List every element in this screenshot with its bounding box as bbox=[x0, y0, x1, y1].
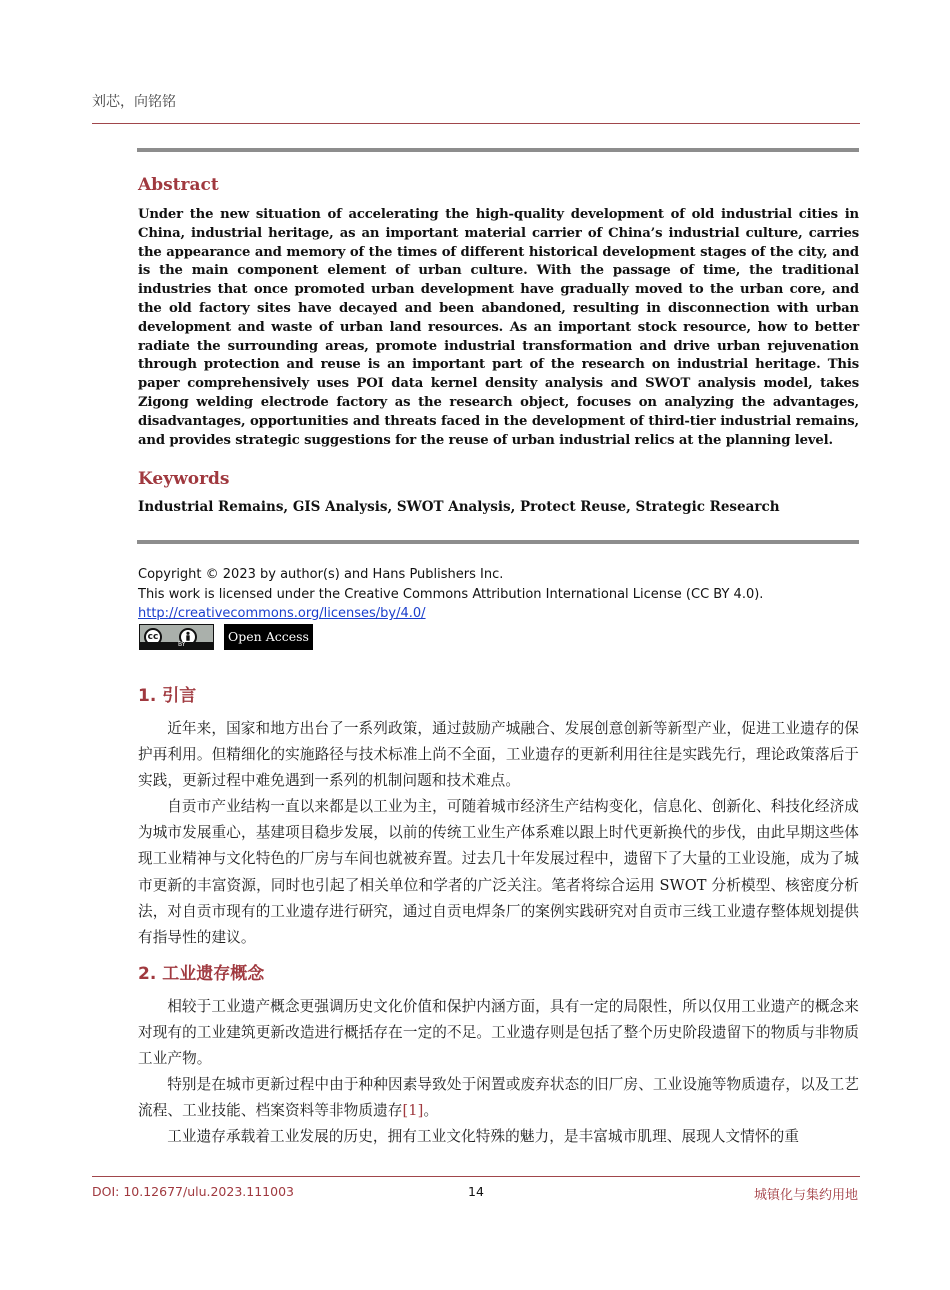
section-1-paragraph-2: 自贡市产业结构一直以来都是以工业为主，可随着城市经济生产结构变化，信息化、创新化、科技化经济成为城市发展重心，基建项目稳步发展，以前的传统工业生产体系难以跟上时代更新换代的步伐，由此早期这些体现工业精神与文化特色的厂房与车间也就被弃置。过去几十年发展过程中，遗留下了大量的工业设施，成为了城市更新的丰富资源，同时也引起了相关单位和学者的广泛关注。笔者将综合运用 SWOT 分析模型、核密度分析法，对自贡市现有的工业遗存进行研究，通过自贡电焊条厂的案例实践研究对自贡市三线工业遗存整体规划提供有指导性的建议。 bbox=[138, 798, 859, 947]
cc-badge-bar bbox=[140, 642, 213, 649]
abstract-top-rule bbox=[137, 148, 859, 152]
section-2-paragraph-3: 工业遗存承载着工业发展的历史，拥有工业文化特殊的魅力，是丰富城市肌理、展现人文情怀的重 bbox=[167, 1128, 800, 1145]
license-statement: This work is licensed under the Creative Commons Attribution International License (CC BY 4.0). bbox=[138, 587, 764, 602]
section-2-title: 2. 工业遗存概念 bbox=[138, 964, 265, 984]
abstract-heading: Abstract bbox=[138, 175, 219, 195]
section-2-paragraph-1: 相较于工业遗产概念更强调历史文化价值和保护内涵方面，具有一定的局限性，所以仅用工业遗产的概念来对现有的工业建筑更新改造进行概括存在一定的不足。工业遗存则是包括了整个历史阶段遗留下的物质与非物质工业产物。 bbox=[138, 998, 859, 1068]
footer-doi[interactable]: DOI: 10.12677/ulu.2023.111003 bbox=[92, 1184, 294, 1199]
abstract-text: Under the new situation of accelerating the high-quality development of old industrial cities in China, industrial heritage, as an important material carrier of China’s industrial culture, carries the appearance and memory of the times of different historical development stages of the city, and is the main component element of urban culture. With the passage of time, the traditional industries that once promoted urban development have gradually moved to the urban core, and the old factory sites have decayed and been abandoned, resulting in disconnection with urban development and waste of urban land resources. As an important stock resource, how to better radiate the surrounding areas, promote industrial transformation and drive urban rejuvenation through protection and reuse is an important part of the research on industrial heritage. This paper comprehensively uses POI data kernel density analysis and SWOT analysis model, takes Zigong welding electrode factory as the research object, focuses on analyzing the advantages, disadvantages, opportunities and threats faced in the development of third-tier industrial remains, and provides strategic suggestions for the reuse of urban industrial relics at the planning level. bbox=[138, 207, 859, 448]
cc-by-label: BY bbox=[178, 641, 186, 648]
cc-by-license-badge[interactable] bbox=[139, 624, 214, 650]
copyright-line: Copyright © 2023 by author(s) and Hans Publishers Inc. bbox=[138, 567, 504, 582]
citation-suffix: 。 bbox=[423, 1102, 439, 1120]
section-1-paragraph-1: 近年来，国家和地方出台了一系列政策，通过鼓励产城融合、发展创意创新等新型产业，促进工业遗存的保护再利用。但精细化的实施路径与技术标准上尚不全面，工业遗存的更新利用往往是实践先行，理论政策落后于实践，更新过程中难免遇到一系列的机制问题和技术难点。 bbox=[138, 720, 859, 790]
license-url-link[interactable]: http://creativecommons.org/licenses/by/4.0/ bbox=[138, 606, 426, 621]
citation-link[interactable]: [1] bbox=[402, 1102, 424, 1120]
footer-page-number: 14 bbox=[468, 1184, 484, 1199]
keywords-text: Industrial Remains, GIS Analysis, SWOT Analysis, Protect Reuse, Strategic Research bbox=[138, 499, 780, 515]
header-divider bbox=[92, 123, 860, 124]
footer-journal-name: 城镇化与集约用地 bbox=[753, 1188, 858, 1203]
section-2-paragraph-2 bbox=[138, 1072, 859, 1124]
section-1-title: 1. 引言 bbox=[138, 686, 197, 706]
abstract-bottom-rule bbox=[137, 540, 859, 544]
running-header-authors: 刘芯，向铭铭 bbox=[92, 94, 176, 110]
open-access-badge[interactable]: Open Access bbox=[224, 624, 313, 650]
footer-divider bbox=[92, 1176, 860, 1177]
keywords-heading: Keywords bbox=[138, 469, 230, 489]
cc-icon: cc bbox=[144, 628, 162, 646]
section-2-paragraph-2-text: 特别是在城市更新过程中由于种种因素导致处于闲置或废弃状态的旧厂房、工业设施等物质遗存，以及工艺流程、工业技能、档案资料等非物质遗存 bbox=[138, 1076, 859, 1120]
